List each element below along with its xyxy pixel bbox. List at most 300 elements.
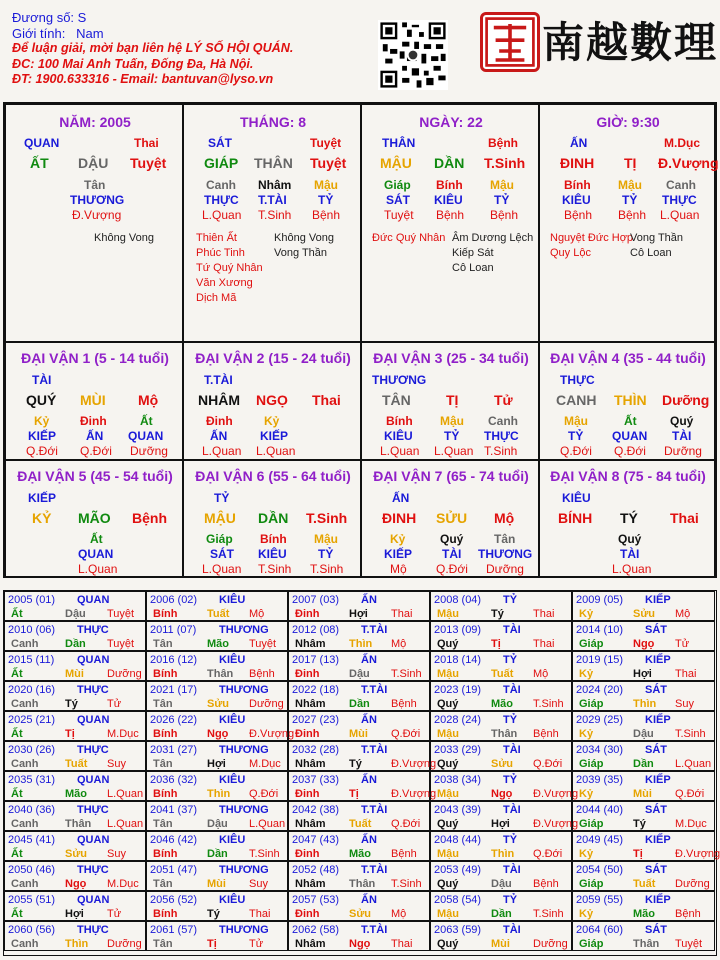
year-label: 2059 (55) bbox=[576, 894, 624, 906]
hidden-stem-item: Dưỡng bbox=[486, 562, 524, 576]
star-item: Không Vong bbox=[94, 232, 154, 244]
year-label: 2054 (50) bbox=[576, 864, 624, 876]
hidden-stem-item: Bệnh bbox=[564, 208, 593, 222]
year-ten-god: TÀI bbox=[503, 924, 521, 936]
hidden-stem-item: TỶ bbox=[494, 193, 510, 207]
year-ten-god: KIÊU bbox=[219, 834, 246, 846]
main-stem-branch: DẦN bbox=[258, 510, 289, 526]
year-branch: Dần bbox=[491, 908, 512, 920]
year-branch: Hợi bbox=[65, 908, 84, 920]
year-label: 2036 (32) bbox=[150, 774, 198, 786]
year-stem: Giáp bbox=[579, 818, 604, 830]
year-label: 2027 (23) bbox=[292, 714, 340, 726]
ten-god-label: ẤN bbox=[570, 136, 588, 150]
year-cell bbox=[430, 741, 572, 771]
year-branch: Mùi bbox=[633, 788, 652, 800]
year-ten-god: T.TÀI bbox=[361, 924, 388, 936]
year-stem: Canh bbox=[11, 758, 39, 770]
year-cell bbox=[4, 831, 146, 861]
year-branch: Tuất bbox=[633, 878, 656, 890]
year-phase: M.Dục bbox=[675, 818, 707, 830]
year-label: 2063 (59) bbox=[434, 924, 482, 936]
year-label: 2013 (09) bbox=[434, 624, 482, 636]
year-stem: Bính bbox=[153, 848, 178, 860]
hidden-stem-item: ẤN bbox=[86, 429, 104, 443]
year-stem: Tân bbox=[153, 938, 173, 950]
hidden-stem-item: Q.Đới bbox=[436, 562, 468, 576]
year-branch: Hợi bbox=[207, 758, 226, 770]
year-phase: Suy bbox=[249, 878, 268, 890]
pillar-cell bbox=[361, 104, 539, 342]
year-branch: Ngọ bbox=[633, 638, 655, 650]
star-item: Không Vong bbox=[274, 232, 334, 244]
year-phase: Dưỡng bbox=[675, 878, 710, 890]
year-label: 2057 (53) bbox=[292, 894, 340, 906]
cell-title: GIỜ: 9:30 bbox=[596, 114, 660, 130]
year-stem: Ất bbox=[11, 728, 23, 740]
year-ten-god: ẤN bbox=[361, 774, 377, 786]
year-phase: T.Sinh bbox=[391, 668, 422, 680]
year-stem: Kỷ bbox=[579, 728, 594, 740]
year-branch: Hợi bbox=[633, 668, 652, 680]
year-cell bbox=[572, 741, 715, 771]
year-branch: Tý bbox=[65, 698, 78, 710]
year-label: 2032 (28) bbox=[292, 744, 340, 756]
year-stem: Đinh bbox=[295, 848, 320, 860]
year-branch: Thân bbox=[207, 668, 234, 680]
star-item: Dịch Mã bbox=[196, 292, 237, 304]
year-branch: Sửu bbox=[349, 908, 372, 920]
hidden-stem-item: TỶ bbox=[318, 193, 334, 207]
year-branch: Tuất bbox=[491, 668, 514, 680]
year-label: 2006 (02) bbox=[150, 594, 198, 606]
gioi-tinh-label: Giới tính: bbox=[12, 25, 66, 41]
year-branch: Thìn bbox=[65, 938, 89, 950]
dai-van-cell bbox=[5, 342, 183, 460]
year-ten-god: KIẾP bbox=[645, 834, 671, 846]
year-label: 2012 (08) bbox=[292, 624, 340, 636]
hidden-stem-item: KIÊU bbox=[384, 429, 413, 443]
year-label: 2015 (11) bbox=[8, 654, 55, 666]
year-stem: Bính bbox=[153, 908, 178, 920]
year-cell bbox=[4, 891, 146, 921]
year-label: 2010 (06) bbox=[8, 624, 56, 636]
year-stem: Quý bbox=[437, 938, 459, 950]
year-stem: Tân bbox=[153, 638, 173, 650]
year-label: 2051 (47) bbox=[150, 864, 198, 876]
year-phase: Tuyệt bbox=[675, 938, 703, 950]
year-ten-god: KIẾP bbox=[645, 654, 671, 666]
year-phase: Tuyệt bbox=[107, 638, 135, 650]
year-stem: Kỷ bbox=[579, 848, 594, 860]
year-ten-god: TÀI bbox=[503, 804, 521, 816]
year-cell bbox=[430, 771, 579, 801]
year-branch: Dần bbox=[633, 758, 654, 770]
year-stem: Canh bbox=[11, 878, 39, 890]
cell-title: ĐẠI VẬN 7 (65 - 74 tuổi) bbox=[373, 468, 529, 484]
year-stem: Mậu bbox=[437, 788, 459, 800]
year-branch: Sửu bbox=[633, 608, 656, 620]
year-branch: Dậu bbox=[349, 668, 370, 680]
year-cell bbox=[430, 711, 572, 741]
main-stem-branch: Tuyệt bbox=[130, 155, 167, 171]
hidden-stem-item: KIÊU bbox=[562, 193, 591, 207]
year-ten-god: KIÊU bbox=[219, 654, 246, 666]
year-stem: Canh bbox=[11, 638, 39, 650]
year-ten-god: T.TÀI bbox=[361, 684, 388, 696]
year-cell bbox=[572, 651, 715, 681]
year-label: 2007 (03) bbox=[292, 594, 340, 606]
year-branch: Mão bbox=[65, 788, 87, 800]
pillar-cell bbox=[183, 104, 361, 342]
year-cell bbox=[146, 831, 288, 861]
ten-god-label: THÂN bbox=[382, 136, 416, 150]
duong-so-label: Đương số: bbox=[12, 10, 75, 25]
year-stem: Tân bbox=[153, 698, 173, 710]
hidden-stem-item: Bệnh bbox=[618, 208, 647, 222]
year-phase: Bệnh bbox=[533, 728, 559, 740]
year-stem: Canh bbox=[11, 938, 39, 950]
year-phase: T.Sinh bbox=[391, 878, 422, 890]
year-phase: Thai bbox=[391, 938, 413, 950]
year-ten-god: SÁT bbox=[645, 684, 667, 696]
year-label: 2025 (21) bbox=[8, 714, 56, 726]
hidden-stem-item: KIÊU bbox=[258, 547, 287, 561]
year-phase: Đ.Vượng bbox=[675, 848, 720, 860]
year-phase: Tử bbox=[107, 698, 122, 710]
dai-van-cell bbox=[361, 460, 539, 578]
year-branch: Thìn bbox=[349, 638, 373, 650]
year-stem: Bính bbox=[153, 668, 178, 680]
year-ten-god: KIẾP bbox=[645, 894, 671, 906]
main-stem-branch: Thai bbox=[670, 510, 699, 526]
year-ten-god: TỶ bbox=[503, 774, 518, 786]
year-ten-god: THƯƠNG bbox=[219, 744, 269, 756]
year-phase: Mộ bbox=[391, 908, 407, 920]
year-cell bbox=[146, 621, 288, 651]
year-cell bbox=[430, 831, 572, 861]
main-stem-branch: T.Sinh bbox=[306, 510, 348, 526]
star-item: Nguyệt Đức Hợp bbox=[550, 232, 634, 244]
hidden-stem-item: L.Quan bbox=[660, 208, 700, 222]
contact-phone-email: ĐT: 1900.633316 - Email: bantuvan@lyso.vn bbox=[12, 72, 274, 86]
year-phase: Tuyệt bbox=[249, 638, 277, 650]
main-stem-branch: ẤT bbox=[30, 155, 49, 171]
year-phase: Đ.Vượng bbox=[391, 758, 437, 770]
year-cell bbox=[4, 621, 146, 651]
year-cell bbox=[430, 921, 572, 951]
year-phase: T.Sinh bbox=[533, 908, 564, 920]
year-cell bbox=[4, 861, 146, 891]
hidden-stem-item: Bệnh bbox=[312, 208, 341, 222]
year-cell bbox=[430, 891, 572, 921]
hidden-stem-item: Quý bbox=[440, 532, 464, 546]
year-phase: Bệnh bbox=[391, 698, 417, 710]
year-stem: Mậu bbox=[437, 848, 459, 860]
year-label: 2026 (22) bbox=[150, 714, 198, 726]
year-stem: Nhâm bbox=[295, 938, 326, 950]
year-phase: Q.Đới bbox=[675, 788, 705, 800]
year-ten-god: TỶ bbox=[503, 834, 518, 846]
year-stem: Đinh bbox=[295, 788, 320, 800]
year-phase: Bệnh bbox=[391, 848, 417, 860]
year-branch: Tị bbox=[349, 788, 359, 800]
year-cell bbox=[288, 591, 430, 621]
year-label: 2040 (36) bbox=[8, 804, 56, 816]
dai-van-cell bbox=[539, 460, 715, 578]
year-cell bbox=[146, 711, 295, 741]
cell-title: ĐẠI VẬN 5 (45 - 54 tuổi) bbox=[17, 468, 173, 484]
year-branch: Tý bbox=[349, 758, 362, 770]
year-label: 2031 (27) bbox=[150, 744, 198, 756]
yearly-table bbox=[3, 590, 720, 956]
year-cell bbox=[572, 711, 715, 741]
hidden-stem-item: Đ.Vượng bbox=[72, 208, 122, 222]
year-ten-god: T.TÀI bbox=[361, 744, 388, 756]
year-label: 2014 (10) bbox=[576, 624, 624, 636]
year-stem: Ất bbox=[11, 788, 23, 800]
year-phase: M.Dục bbox=[249, 758, 281, 770]
year-phase: Thai bbox=[675, 668, 697, 680]
year-phase: Mộ bbox=[249, 608, 265, 620]
year-stem: Quý bbox=[437, 638, 459, 650]
year-ten-god: ẤN bbox=[361, 594, 377, 606]
main-stem-branch: MÃO bbox=[78, 510, 111, 526]
year-phase: Suy bbox=[675, 698, 694, 710]
year-ten-god: KIẾP bbox=[645, 594, 671, 606]
hidden-stem-item: THỰC bbox=[484, 429, 519, 443]
year-cell bbox=[572, 801, 715, 831]
star-item: Phúc Tinh bbox=[196, 247, 245, 259]
year-phase: L.Quan bbox=[107, 788, 144, 800]
year-label: 2009 (05) bbox=[576, 594, 624, 606]
year-label: 2048 (44) bbox=[434, 834, 482, 846]
hidden-stem-item: THƯƠNG bbox=[478, 547, 533, 561]
year-phase: Đ.Vượng bbox=[533, 818, 579, 830]
year-stem: Giáp bbox=[579, 878, 604, 890]
year-label: 2046 (42) bbox=[150, 834, 198, 846]
ten-god-label: SÁT bbox=[208, 136, 232, 150]
year-ten-god: TỶ bbox=[503, 654, 518, 666]
year-label: 2022 (18) bbox=[292, 684, 340, 696]
year-label: 2024 (20) bbox=[576, 684, 624, 696]
year-stem: Quý bbox=[437, 878, 459, 890]
hidden-stem-item: Bính bbox=[386, 414, 413, 428]
year-label: 2042 (38) bbox=[292, 804, 340, 816]
year-label: 2008 (04) bbox=[434, 594, 482, 606]
year-cell bbox=[4, 651, 146, 681]
year-branch: Ngọ bbox=[207, 728, 229, 740]
year-stem: Giáp bbox=[579, 698, 604, 710]
year-branch: Thìn bbox=[491, 848, 515, 860]
year-label: 2023 (19) bbox=[434, 684, 482, 696]
year-cell bbox=[430, 801, 579, 831]
main-stem-branch: Dưỡng bbox=[662, 392, 710, 408]
year-branch: Mùi bbox=[491, 938, 510, 950]
ten-god-label: QUAN bbox=[24, 136, 60, 150]
ten-god-label: Thai bbox=[134, 136, 159, 150]
year-stem: Bính bbox=[153, 728, 178, 740]
pillar-grid bbox=[3, 102, 717, 578]
year-ten-god: T.TÀI bbox=[361, 804, 388, 816]
contact-address: ĐC: 100 Mai Anh Tuấn, Đống Đa, Hà Nội. bbox=[12, 56, 254, 71]
year-branch: Mão bbox=[207, 638, 229, 650]
hidden-stem-item: Q.Đới bbox=[614, 444, 646, 458]
year-cell bbox=[4, 681, 146, 711]
star-item: Cô Loan bbox=[452, 262, 494, 274]
year-phase: Dưỡng bbox=[107, 938, 142, 950]
hidden-stem-item: Giáp bbox=[206, 532, 233, 546]
hidden-stem-item: QUAN bbox=[78, 547, 114, 561]
year-stem: Ất bbox=[11, 668, 23, 680]
star-item: Đức Quý Nhân bbox=[372, 232, 446, 244]
main-stem-branch: MẬU bbox=[380, 155, 412, 171]
main-stem-branch: NGỌ bbox=[256, 392, 288, 408]
year-branch: Ngọ bbox=[349, 938, 371, 950]
hidden-stem-item: T.TÀI bbox=[258, 193, 287, 207]
year-phase: Suy bbox=[107, 758, 126, 770]
year-stem: Tân bbox=[153, 878, 173, 890]
hidden-stem-item: L.Quan bbox=[380, 444, 420, 458]
year-branch: Sửu bbox=[65, 848, 88, 860]
hidden-stem-item: Bính bbox=[260, 532, 287, 546]
main-stem-branch: DẬU bbox=[78, 155, 109, 171]
year-ten-god: THƯƠNG bbox=[219, 864, 269, 876]
main-stem-branch: SỬU bbox=[436, 510, 468, 526]
hidden-stem-item: Giáp bbox=[384, 178, 411, 192]
dai-van-cell bbox=[539, 342, 715, 460]
hidden-stem-item: Dưỡng bbox=[664, 444, 702, 458]
hidden-stem-item: Kỷ bbox=[390, 532, 406, 546]
hidden-stem-item: Quý bbox=[670, 414, 694, 428]
year-phase: Mộ bbox=[675, 608, 691, 620]
year-phase: Thai bbox=[533, 608, 555, 620]
hidden-stem-item: L.Quan bbox=[612, 562, 652, 576]
year-cell bbox=[4, 711, 146, 741]
year-ten-god: QUAN bbox=[77, 774, 110, 786]
year-branch: Mão bbox=[349, 848, 371, 860]
main-stem-branch: QUÝ bbox=[26, 392, 57, 408]
year-label: 2049 (45) bbox=[576, 834, 624, 846]
ten-god-label: KIÊU bbox=[562, 491, 591, 505]
hidden-stem-item: Đinh bbox=[206, 414, 233, 428]
hidden-stem-item: L.Quan bbox=[78, 562, 118, 576]
red-seal-icon bbox=[480, 12, 540, 72]
ten-god-label: TÀI bbox=[32, 373, 52, 387]
main-stem-branch: Mộ bbox=[138, 392, 159, 408]
year-branch: Tị bbox=[65, 728, 75, 740]
year-phase: Tuyệt bbox=[107, 608, 135, 620]
hidden-stem-item: Tân bbox=[494, 532, 516, 546]
year-ten-god: QUAN bbox=[77, 834, 110, 846]
year-label: 2043 (39) bbox=[434, 804, 482, 816]
star-item: Kiếp Sát bbox=[452, 247, 494, 259]
year-label: 2033 (29) bbox=[434, 744, 482, 756]
year-ten-god: KIÊU bbox=[219, 714, 246, 726]
year-cell bbox=[4, 771, 146, 801]
year-branch: Mùi bbox=[207, 878, 226, 890]
hidden-stem-item: Canh bbox=[488, 414, 518, 428]
year-ten-god: ẤN bbox=[361, 894, 377, 906]
year-ten-god: T.TÀI bbox=[361, 864, 388, 876]
year-stem: Mậu bbox=[437, 728, 459, 740]
year-ten-god: SÁT bbox=[645, 804, 667, 816]
main-stem-branch: GIÁP bbox=[204, 155, 239, 171]
year-phase: Bệnh bbox=[533, 878, 559, 890]
year-ten-god: ẤN bbox=[361, 834, 377, 846]
hidden-stem-item: Mộ bbox=[390, 562, 407, 576]
year-label: 2061 (57) bbox=[150, 924, 198, 936]
year-stem: Quý bbox=[437, 698, 459, 710]
year-cell bbox=[4, 591, 146, 621]
year-phase: Q.Đới bbox=[533, 758, 563, 770]
year-cell bbox=[146, 741, 288, 771]
hidden-stem-item: Q.Đới bbox=[26, 444, 58, 458]
year-label: 2060 (56) bbox=[8, 924, 56, 936]
year-label: 2055 (51) bbox=[8, 894, 56, 906]
star-item: Vong Thần bbox=[630, 232, 684, 244]
year-phase: Dưỡng bbox=[533, 938, 568, 950]
year-ten-god: TÀI bbox=[503, 684, 521, 696]
year-cell bbox=[146, 771, 288, 801]
year-cell bbox=[572, 591, 715, 621]
year-stem: Đinh bbox=[295, 608, 320, 620]
year-ten-god: QUAN bbox=[77, 714, 110, 726]
year-branch: Sửu bbox=[207, 698, 230, 710]
hidden-stem-item: Mậu bbox=[564, 414, 588, 428]
year-stem: Bính bbox=[153, 608, 178, 620]
year-stem: Nhâm bbox=[295, 878, 326, 890]
main-stem-branch: MÙI bbox=[80, 392, 106, 408]
year-cell bbox=[572, 861, 715, 891]
year-branch: Tị bbox=[633, 848, 643, 860]
hidden-stem-item: L.Quan bbox=[202, 562, 242, 576]
year-branch: Thân bbox=[491, 728, 518, 740]
year-stem: Đinh bbox=[295, 908, 320, 920]
year-phase: Mộ bbox=[533, 668, 549, 680]
year-ten-god: THỰC bbox=[77, 804, 109, 816]
year-branch: Mão bbox=[633, 908, 655, 920]
main-stem-branch: THÌN bbox=[614, 392, 647, 408]
year-branch: Thân bbox=[349, 878, 376, 890]
hidden-stem-item: T.Sinh bbox=[258, 208, 292, 222]
year-ten-god: QUAN bbox=[77, 894, 110, 906]
year-ten-god: THỰC bbox=[77, 624, 109, 636]
year-stem: Quý bbox=[437, 758, 459, 770]
year-ten-god: KIẾP bbox=[645, 714, 671, 726]
year-ten-god: THỰC bbox=[77, 744, 109, 756]
year-branch: Thân bbox=[65, 818, 92, 830]
year-ten-god: T.TÀI bbox=[361, 624, 388, 636]
year-label: 2039 (35) bbox=[576, 774, 624, 786]
year-label: 2044 (40) bbox=[576, 804, 624, 816]
year-phase: Thai bbox=[391, 608, 413, 620]
year-phase: M.Dục bbox=[107, 878, 139, 890]
star-item: Quy Lộc bbox=[550, 247, 591, 259]
year-stem: Bính bbox=[153, 788, 178, 800]
year-phase: Thai bbox=[533, 638, 555, 650]
year-ten-god: THỰC bbox=[77, 924, 109, 936]
hidden-stem-item: Bệnh bbox=[436, 208, 465, 222]
year-cell bbox=[146, 891, 288, 921]
year-label: 2058 (54) bbox=[434, 894, 482, 906]
dai-van-cell bbox=[5, 460, 183, 578]
ten-god-label: T.TÀI bbox=[204, 373, 233, 387]
qr-code-icon bbox=[378, 20, 448, 90]
year-label: 2034 (30) bbox=[576, 744, 624, 756]
year-branch: Ngọ bbox=[491, 788, 513, 800]
year-stem: Giáp bbox=[579, 938, 604, 950]
